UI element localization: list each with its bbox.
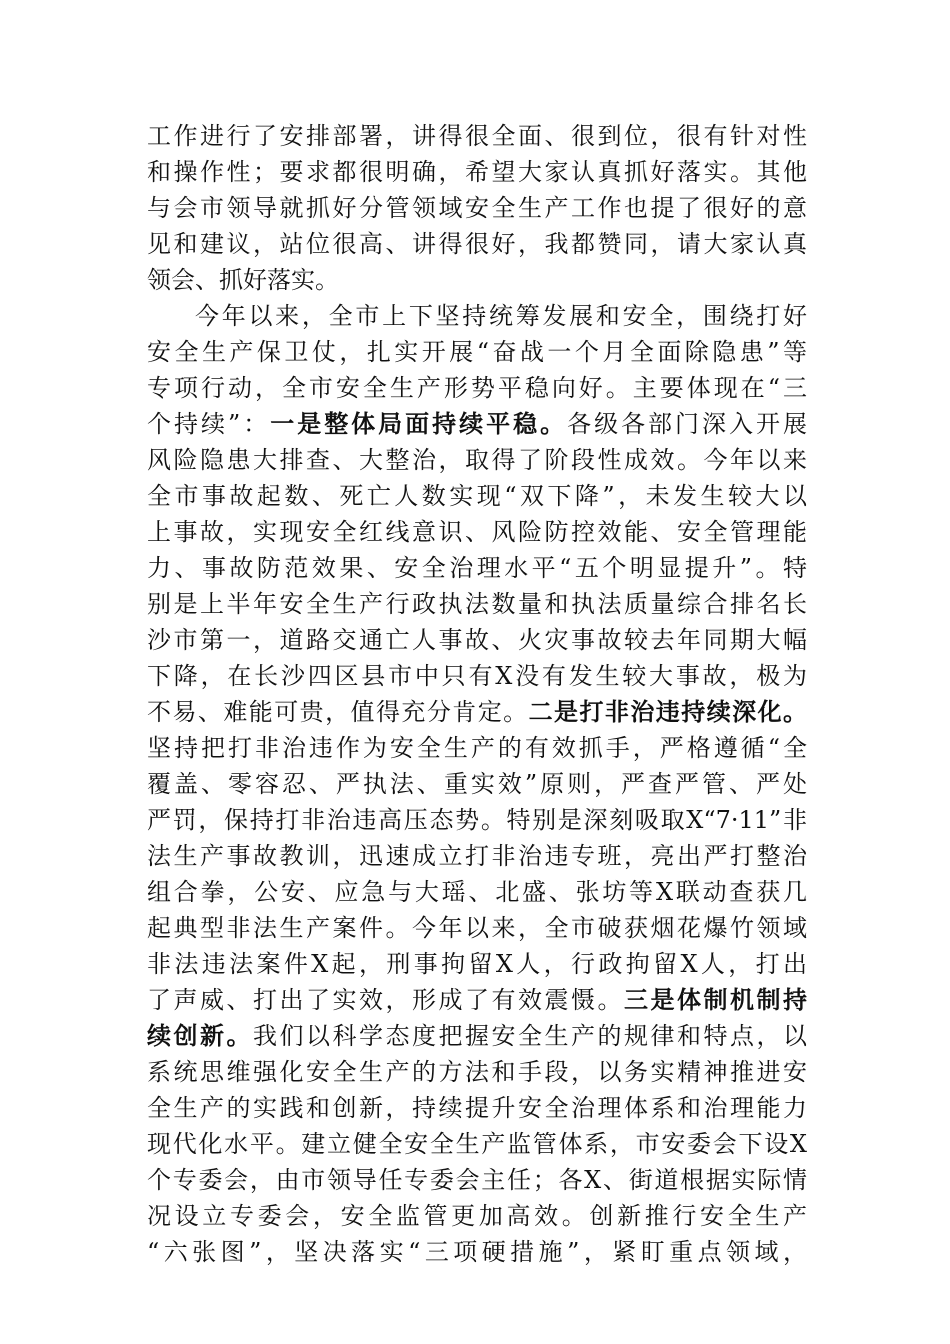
text-run: 个持续”：: [147, 410, 271, 438]
text-line: [147, 586, 807, 622]
text-run: 和操作性；要求都很明确，希望大家认真抓好落实。其他: [147, 158, 807, 186]
text-run: 起典型非法生产案件。今年以来，全市破获烟花爆竹领域: [147, 914, 807, 942]
bold-heading-3-continued: 续创新。: [147, 1021, 253, 1050]
text-line: [147, 766, 807, 802]
text-run: 见和建议，站位很高、讲得很好，我都赞同，请大家认真: [147, 230, 807, 258]
text-run: 各级各部门深入开展: [567, 410, 807, 438]
text-line: [147, 1162, 807, 1198]
text-run: 沙市第一，道路交通亡人事故、火灾事故较去年同期大幅: [147, 626, 807, 654]
bold-heading-2: 二是打非治违持续深化。: [528, 697, 807, 726]
text-run: 况设立专委会，安全监管更加高效。创新推行安全生产: [147, 1202, 807, 1230]
text-line: [147, 874, 807, 910]
text-line: [147, 982, 807, 1018]
text-run: 与会市领导就抓好分管领域安全生产工作也提了很好的意: [147, 194, 807, 222]
text-run: 全市事故起数、死亡人数实现“双下降”，未发生较大以: [147, 482, 807, 510]
text-line: [147, 1090, 807, 1126]
text-line: [147, 154, 807, 190]
text-line: [147, 334, 807, 370]
text-line: [147, 118, 807, 154]
text-line: [147, 262, 807, 298]
text-run: 力、事故防范效果、安全治理水平“五个明显提升”。特: [147, 554, 807, 582]
bold-heading-3: 三是体制机制持: [624, 985, 807, 1014]
text-run: 覆盖、零容忍、严执法、重实效”原则，严查严管、严处: [147, 770, 807, 798]
text-run: “六张图”，坚决落实“三项硬措施”，紧盯重点领域，: [147, 1238, 807, 1266]
text-line: [147, 298, 807, 334]
text-run: 全生产的实践和创新，持续提升安全治理体系和治理能力: [147, 1094, 807, 1122]
text-run: 组合拳，公安、应急与大瑶、北盛、张坊等X联动查获几: [147, 878, 807, 906]
text-run: 个专委会，由市领导任专委会主任；各X、街道根据实际情: [147, 1166, 807, 1194]
text-line: [147, 442, 807, 478]
text-line: [147, 478, 807, 514]
text-run: 不易、难能可贵，值得充分肯定。: [147, 698, 529, 726]
bold-heading-1: 一是整体局面持续平稳。: [270, 409, 568, 438]
text-line: [147, 226, 807, 262]
text-line: [147, 190, 807, 226]
text-line: [147, 622, 807, 658]
document-page: [147, 118, 807, 1270]
text-run: 现代化水平。建立健全安全生产监管体系，市安委会下设X: [147, 1130, 807, 1158]
paragraph-2: [147, 298, 807, 1270]
text-line: [147, 1234, 807, 1270]
text-line: [147, 1198, 807, 1234]
text-line: [147, 550, 807, 586]
text-line: [147, 694, 807, 730]
text-run: 上事故，实现安全红线意识、风险防控效能、安全管理能: [147, 518, 807, 546]
text-line: [147, 838, 807, 874]
text-run: 工作进行了安排部署，讲得很全面、很到位，很有针对性: [147, 122, 807, 150]
text-run: 坚持把打非治违作为安全生产的有效抓手，严格遵循“全: [147, 734, 807, 762]
text-line: [147, 406, 807, 442]
text-line: [147, 946, 807, 982]
text-run: 领会、抓好落实。: [147, 266, 339, 294]
text-run: 下降，在长沙四区县市中只有X没有发生较大事故，极为: [147, 662, 807, 690]
text-run: 别是上半年安全生产行政执法数量和执法质量综合排名长: [147, 590, 807, 618]
text-run: 我们以科学态度把握安全生产的规律和特点，以: [253, 1022, 807, 1050]
text-run: 风险隐患大排查、大整治，取得了阶段性成效。今年以来: [147, 446, 807, 474]
text-run: 非法违法案件X起，刑事拘留X人，行政拘留X人，打出: [147, 950, 807, 978]
text-line: [147, 1054, 807, 1090]
text-run: 专项行动，全市安全生产形势平稳向好。主要体现在“三: [147, 374, 807, 402]
text-line: [147, 730, 807, 766]
text-run: 安全生产保卫仗，扎实开展“奋战一个月全面除隐患”等: [147, 338, 807, 366]
text-line: [147, 1126, 807, 1162]
text-line: [147, 370, 807, 406]
text-line: [147, 658, 807, 694]
text-line: [147, 802, 807, 838]
paragraph-1: [147, 118, 807, 298]
text-run: 了声威、打出了实效，形成了有效震慑。: [147, 986, 624, 1014]
text-line: [147, 514, 807, 550]
text-run: 系统思维强化安全生产的方法和手段，以务实精神推进安: [147, 1058, 807, 1086]
text-line: [147, 910, 807, 946]
text-run: 今年以来，全市上下坚持统筹发展和安全，围绕打好: [195, 302, 807, 330]
text-run: 严罚，保持打非治违高压态势。特别是深刻吸取X“7·11”非: [147, 806, 807, 834]
text-run: 法生产事故教训，迅速成立打非治违专班，亮出严打整治: [147, 842, 807, 870]
text-line: [147, 1018, 807, 1054]
